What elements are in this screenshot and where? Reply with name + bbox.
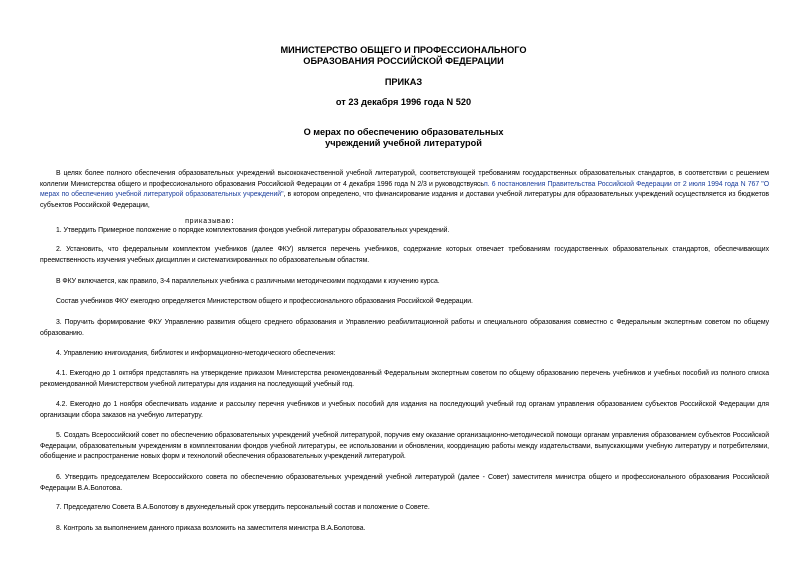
document-title-line1: О мерах по обеспечению образовательных bbox=[303, 127, 504, 137]
paragraph-5: 5. Создать Всероссийский совет по обеспечению образовательных учреждений учебной литературой, поручив ему оказание организационно-методической помощи органам управления образованием субъектов Российской Федерации, образовательным учреждениям в комплектовании фондов учебной литературы, ее использовании и обновлении, координацию работы между издательствами, выпускающими учебную литературу и потребителями, обобщение и распространение новых форм и технологий обеспечения образовательных учреждений литературой. bbox=[40, 432, 769, 461]
paragraph-4-1: 4.1. Ежегодно до 1 октября представлять на утверждение приказом Министерства рекомендованный Федеральным экспертным советом по общему образованию перечень учебников и учебных пособий из полного списка рекомендованной Министерством учебной литературы для издания на последующий учебный год. bbox=[40, 370, 769, 388]
paragraph-6: 6. Утвердить председателем Всероссийского совета по обеспечению образовательных учреждений учебной литературой (далее - Совет) заместителя министра общего и профессионального образования Российской Федерации В.А.Болотова. bbox=[40, 474, 769, 492]
document-date: от 23 декабря 1996 года N 520 bbox=[335, 97, 472, 107]
paragraph-7: 7. Председателю Совета В.А.Болотову в двухнедельный срок утвердить персональный состав и положение о Совете. bbox=[56, 504, 430, 511]
preamble-text-tail: , в котором определено, что финансирование издания и доставки учебной литературы для образовательных учреждений осуществляется из бюджетов субъектов Российской Федерации, bbox=[40, 191, 769, 209]
ministry-name-line2: ОБРАЗОВАНИЯ РОССИЙСКОЙ ФЕДЕРАЦИИ bbox=[303, 56, 504, 66]
paragraph-2: 2. Установить, что федеральным комплектом учебников (далее ФКУ) является перечень учебников, содержание которых отвечает требованиям государственных образовательных стандартов, обеспечивающих преемственность изучения учебных дисциплин и систематизированных по образовательным областям. bbox=[40, 246, 769, 264]
preamble-text: В целях более полного обеспечения образовательных учреждений высококачественной учебной литературой, соответствующей требованиям государственных образовательных стандартов, в соответствии с решением коллегии Министерства общего и профессионального образования Российской Федерации от 4 декабря 1996 года N 2/3 и руководствуясь bbox=[40, 170, 769, 188]
paragraph-4-2: 4.2. Ежегодно до 1 ноября обеспечивать издание и рассылку перечня учебников и учебных пособий для издания на последующий учебный год органам управления образованием субъектов Российской Федерации для организации сбора заказов на учебную литературу. bbox=[40, 401, 769, 419]
document-title-line2: учреждений учебной литературой bbox=[325, 138, 482, 148]
paragraph-4: 4. Управлению книгоиздания, библиотек и информационно-методического обеспечения: bbox=[56, 350, 336, 357]
paragraph-1: 1. Утвердить Примерное положение о порядке комплектования фондов учебной литературы образовательных учреждений. bbox=[56, 227, 450, 234]
paragraph-8: 8. Контроль за выполнением данного приказа возложить на заместителя министра В.А.Болотова. bbox=[56, 525, 366, 532]
preamble-paragraph bbox=[40, 169, 769, 211]
paragraph-2-note-b: Состав учебников ФКУ ежегодно определяется Министерством общего и профессионального образования Российской Федерации. bbox=[56, 298, 473, 305]
order-word: приказываю: bbox=[185, 218, 235, 226]
paragraph-2-note-a: В ФКУ включается, как правило, 3-4 параллельных учебника с различными методическими подходами к изучению курса. bbox=[56, 278, 440, 285]
document-type: ПРИКАЗ bbox=[384, 77, 423, 87]
resolution-link[interactable]: п. 6 постановления Правительства Российской Федерации от 2 июля 1994 года N 767 "О мерах по обеспечению учебной литературой образовательных учреждений" bbox=[40, 180, 770, 199]
ministry-name-line1: МИНИСТЕРСТВО ОБЩЕГО И ПРОФЕССИОНАЛЬНОГО bbox=[280, 45, 527, 55]
paragraph-3: 3. Поручить формирование ФКУ Управлению развития общего среднего образования и Управлению реабилитационной работы и специального образования совместно с Федеральным экспертным советом по общему образованию. bbox=[40, 319, 769, 337]
